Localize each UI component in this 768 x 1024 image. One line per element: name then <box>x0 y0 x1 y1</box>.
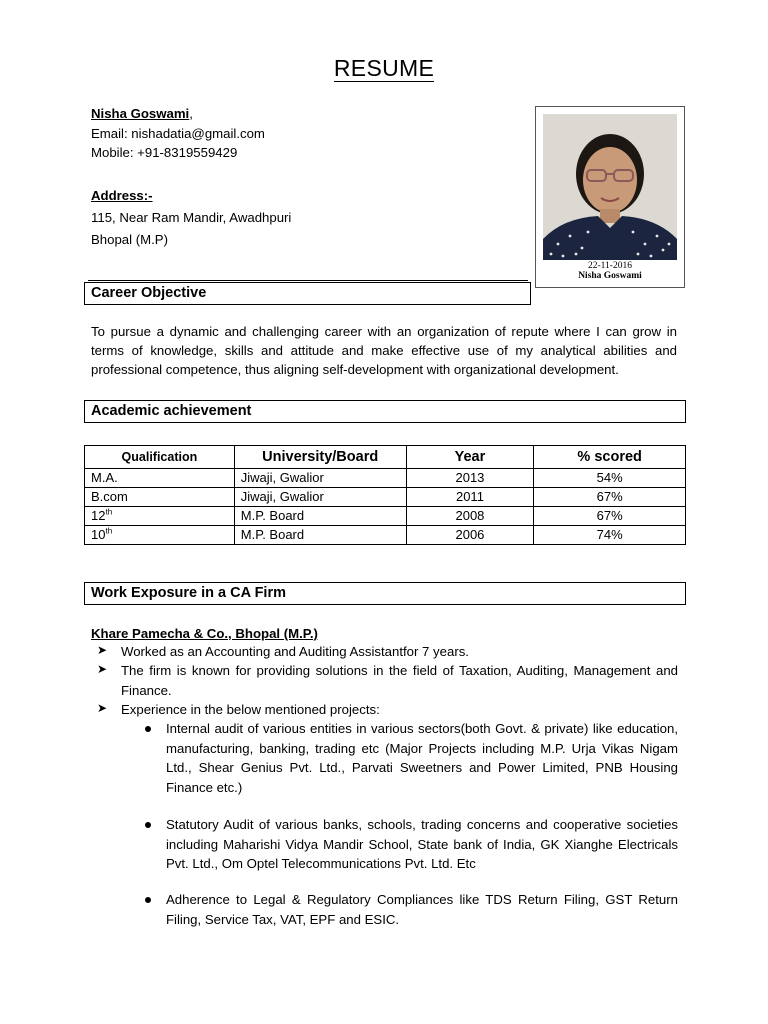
cell-qualification: 12th <box>85 507 235 526</box>
project-item-1: Internal audit of various entities in various sectors(both Govt. & private) like education, manufacturing, banking, trading etc (Major Projects including M.P. Urja Vikas Nigam Ltd., Shear Genius Pvt. Ltd., Parvati Sweetners and Power Limited, PNB Housing Finance etc.) <box>166 721 678 795</box>
header-divider <box>88 280 528 281</box>
cell-score: 74% <box>534 526 686 545</box>
address-line-2: Bhopal (M.P) <box>91 232 168 247</box>
cell-board: Jiwaji, Gwalior <box>234 469 406 488</box>
cell-board: M.P. Board <box>234 507 406 526</box>
profile-photo-frame <box>535 106 685 288</box>
address-line-1: 115, Near Ram Mandir, Awadhpuri <box>91 210 292 225</box>
cell-score: 67% <box>534 507 686 526</box>
bullet-dot-icon <box>145 726 151 732</box>
academic-table <box>84 445 686 545</box>
cell-year: 2011 <box>406 488 534 507</box>
cell-board: M.P. Board <box>234 526 406 545</box>
photo-name: Nisha Goswami <box>578 271 642 281</box>
photo-caption <box>543 260 677 282</box>
candidate-name-line <box>91 106 193 122</box>
email-line: Email: nishadatia@gmail.com <box>91 126 265 141</box>
col-qualification: Qualification <box>85 446 235 469</box>
arrow-bullet-icon: ➤ <box>96 643 108 657</box>
cell-year: 2013 <box>406 469 534 488</box>
project-item-2: Statutory Audit of various banks, schools, trading concerns and cooperative societies including Maharishi Vidya Mandir School, State bank of India, GK Xianghe Electricals Pvt. Ltd., Om Optel Telecommunications Pvt. Ltd. Etc <box>166 817 678 871</box>
section-work-exposure: Work Exposure in a CA Firm <box>84 582 686 605</box>
section-career-objective: Career Objective <box>84 282 531 305</box>
table-row <box>85 469 686 488</box>
bullet-dot-icon <box>145 897 151 903</box>
career-objective-text: To pursue a dynamic and challenging career with an organization of repute where I can grow in terms of knowledge, skills and attitude and make effective use of my analytical abilities and professional competence, thus aligning self-development with organizational development. <box>91 324 677 377</box>
cell-qualification: M.A. <box>85 469 235 488</box>
page-title: RESUME <box>333 55 435 81</box>
candidate-name: Nisha Goswami <box>91 106 190 121</box>
name-suffix: , <box>189 106 193 121</box>
arrow-bullet-icon: ➤ <box>96 662 108 676</box>
photo-date: 22-11-2016 <box>588 261 632 271</box>
cell-score: 67% <box>534 488 686 507</box>
cell-qualification: 10th <box>85 526 235 545</box>
table-row <box>85 488 686 507</box>
col-score: % scored <box>534 446 686 469</box>
cell-score: 54% <box>534 469 686 488</box>
col-year: Year <box>406 446 534 469</box>
project-item-3: Adherence to Legal & Regulatory Compliances like TDS Return Filing, GST Return Filing, Service Tax, VAT, EPF and ESIC. <box>166 892 678 927</box>
table-row <box>85 526 686 545</box>
work-point-1: Worked as an Accounting and Auditing Assistantfor 7 years. <box>121 644 469 659</box>
cell-year: 2006 <box>406 526 534 545</box>
address-label: Address:- <box>91 188 153 203</box>
work-point-2: The firm is known for providing solutions in the field of Taxation, Auditing, Management and Finance. <box>121 663 678 698</box>
profile-photo <box>543 114 677 282</box>
mobile-line: Mobile: +91-8319559429 <box>91 145 238 160</box>
arrow-bullet-icon: ➤ <box>96 701 108 715</box>
cell-qualification: B.com <box>85 488 235 507</box>
cell-board: Jiwaji, Gwalior <box>234 488 406 507</box>
section-academic: Academic achievement <box>84 400 686 423</box>
person-photo-icon <box>543 114 677 282</box>
bullet-dot-icon <box>145 822 151 828</box>
work-point-3: Experience in the below mentioned projects: <box>121 702 380 717</box>
cell-year: 2008 <box>406 507 534 526</box>
table-header-row <box>85 446 686 469</box>
firm-name: Khare Pamecha & Co., Bhopal (M.P.) <box>91 626 318 641</box>
table-row <box>85 507 686 526</box>
col-university: University/Board <box>234 446 406 469</box>
